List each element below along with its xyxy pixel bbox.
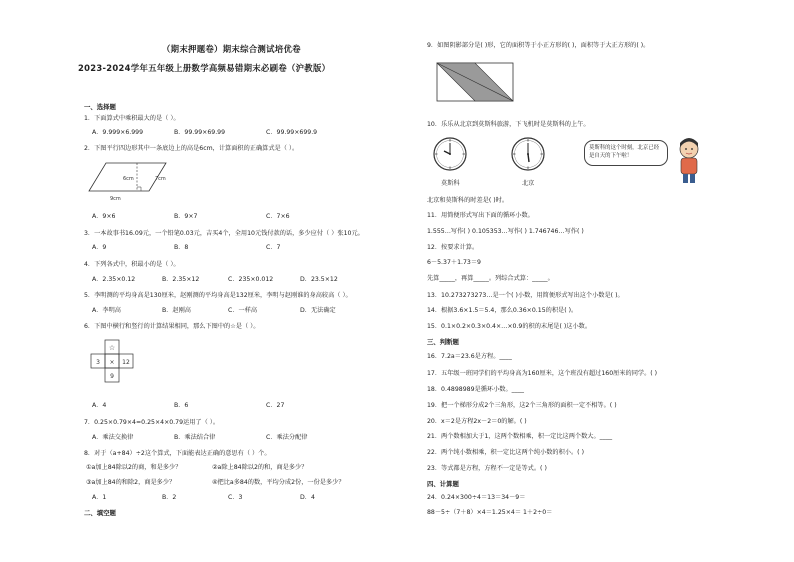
question-20: 20．x＝2是方程2x－2＝0的解。( ) — [427, 418, 527, 425]
question-10: 10．乐乐从北京到莫斯科旅游，下飞机时是莫斯科的上午。 — [427, 121, 590, 128]
q2-option-c: C．7×6 — [266, 213, 290, 220]
speech-bubble — [584, 140, 668, 166]
q5-option-c: C．一样高 — [228, 307, 258, 314]
question-16: 16．7.2a＝23.6是方程。____ — [427, 353, 512, 360]
question-6: 6．下图中横行和竖行的计算结果相同，那么下图中的☆是（ ）。 — [84, 323, 260, 330]
question-19: 19．把一个梯形分成2个三角形，这2个三角形的面积一定不相等。( ) — [427, 402, 617, 409]
grid-star: ☆ — [108, 344, 116, 352]
question-1: 1．下面算式中乘积最大的是（ ）。 — [84, 115, 180, 122]
question-12: 12．按要求计算。 — [427, 244, 479, 251]
q8-option-a: A．1 — [92, 494, 107, 501]
q8-statement-3: ③a加上84的和除2，商是多少？ — [86, 479, 176, 486]
question-8: 8．对于（a+84）÷2这个算式，下面能表达正确的意思有（ ）个。 — [84, 450, 271, 457]
q4-option-b: B．2.35×12 — [162, 276, 200, 283]
question-22: 22．两个纯小数相乘，积一定比这两个纯小数的积小。( ) — [427, 449, 584, 456]
q1-option-c: C．99.99×699.9 — [266, 129, 318, 136]
beijing-clock-icon — [510, 136, 546, 180]
question-7: 7．0.25×0.79×4=0.25×4×0.79运用了（ ）。 — [84, 419, 220, 426]
question-12-steps: 先算_____，再算_____。列综合式算：_____。 — [427, 275, 554, 282]
beijing-clock-label: 北京 — [522, 180, 535, 187]
title-line-2: 2023-2024学年五年级上册数学高频易错期末必刷卷（沪教版） — [78, 63, 331, 73]
question-12-expression: 6－5.37＋1.73＝9 — [427, 259, 481, 266]
q2-option-a: A．9×6 — [92, 213, 116, 220]
grid-operator: × — [109, 359, 115, 366]
q7-option-a: A．乘法交换律 — [92, 434, 134, 441]
child-character-icon — [672, 136, 706, 186]
q6-option-a: A．4 — [92, 402, 107, 409]
q8-option-d: D．4 — [300, 494, 315, 501]
moscow-clock-label: 莫斯科 — [441, 180, 460, 187]
q8-option-b: B．2 — [162, 494, 177, 501]
question-9: 9．如图阴影部分是( )形，它的面积等于小正方形的( )，面积等于大正方形的( )。 — [427, 42, 650, 49]
question-13: 13．10.273273273…是一个( )小数，用简便形式写出这个小数是( )。 — [427, 292, 624, 299]
section-heading-judge: 三、判断题 — [427, 338, 459, 346]
q6-option-b: B．6 — [174, 402, 189, 409]
question-5: 5．李明测的平均身高是130厘米，赵刚测的平均身高是132厘米，李明与赵刚谁的身高较高（ ）。 — [84, 292, 352, 299]
q2-option-b: B．9×7 — [174, 213, 198, 220]
q7-option-b: B．乘法结合律 — [174, 434, 216, 441]
section-heading-calc: 四、计算题 — [427, 480, 459, 488]
question-10-blank: 北京和莫斯科的时差是( )时。 — [427, 197, 509, 204]
question-23: 23．等式都是方程，方程不一定是等式。( ) — [427, 465, 547, 472]
moscow-clock-icon — [432, 136, 468, 180]
q5-option-d: D．无法确定 — [300, 307, 336, 314]
grid-left: 3 — [96, 359, 100, 366]
shaded-squares-figure — [436, 62, 516, 104]
parallelogram-base-label: 9cm — [110, 196, 121, 202]
question-3: 3．一本故事书16.09元，一个铅笔0.03元，吉买4个，全用10元钱付款的话，多少应付（ ）张10元。 — [84, 230, 364, 237]
parallelogram-height-label: 6cm — [123, 176, 134, 182]
q3-option-b: B．8 — [174, 244, 189, 251]
parallelogram-side-label: 7cm — [155, 176, 166, 182]
cross-grid-figure — [90, 339, 136, 389]
question-21: 21．两个数相加大于1，这两个数相乘，积一定比这两个数大。____ — [427, 433, 613, 440]
grid-bottom: 9 — [110, 373, 114, 380]
title-line-1: （期末押题卷）期末综合测试培优卷 — [162, 44, 301, 54]
q8-statement-4: ④把比a多84的数，平均分成2份，一份是多少？ — [212, 479, 345, 486]
q8-option-c: C．3 — [228, 494, 243, 501]
q4-option-a: A．2.35×0.12 — [92, 276, 136, 283]
grid-right: 12 — [122, 359, 130, 366]
q7-option-c: C．乘法分配律 — [266, 434, 308, 441]
parallelogram-figure — [84, 158, 174, 204]
question-24: 24．0.24×300÷4＝13＝34－9＝ — [427, 494, 526, 501]
question-17: 17．五年级一班同学们的平均身高为160厘米，这个班没有超过160厘米的同学。( ) — [427, 370, 658, 377]
question-4: 4．下列各式中，积最小的是（ ）。 — [84, 261, 180, 268]
question-15: 15．0.1×0.2×0.3×0.4×…×0.9的积的末尾是( )这小数。 — [427, 323, 592, 330]
q4-option-c: C．235×0.012 — [228, 276, 274, 283]
q1-option-a: A．9.999×6.999 — [92, 129, 144, 136]
section-heading-fill: 二、填空题 — [84, 509, 116, 517]
section-heading-choice: 一、选择题 — [84, 103, 116, 111]
q3-option-a: A．9 — [92, 244, 107, 251]
question-11: 11．用简便形式写出下面的循环小数。 — [427, 212, 534, 219]
question-2: 2．下图平行四边形其中一条底边上的高是6cm，计算面积的正确算式是（ ）。 — [84, 145, 299, 152]
q5-option-b: B．赵刚高 — [162, 307, 191, 314]
question-18: 18．0.4898989是循环小数。____ — [427, 386, 525, 393]
q8-statement-2: ②a除上84除以2的和，商是多少？ — [212, 464, 308, 471]
question-14: 14．根据3.6×1.5＝5.4，那么0.36×0.15的积是( )。 — [427, 307, 578, 314]
question-11-parts: 1.555…写作( ) 0.105353…写作( ) 1.746746…写作( ) — [427, 228, 584, 235]
q4-option-d: D．23.5×12 — [300, 276, 338, 283]
q3-option-c: C．7 — [266, 244, 281, 251]
q1-option-b: B．99.99×69.99 — [174, 129, 226, 136]
q8-statement-1: ①a加上84除以2的商，和是多少？ — [86, 464, 182, 471]
q6-option-c: C．27 — [266, 402, 285, 409]
speech-bubble-text: 莫斯科的这个时刻，北京已经是自天的下午啦！ — [589, 145, 660, 159]
q5-option-a: A．李明高 — [92, 307, 121, 314]
question-24-more: 88－5÷（7＋8）×4＝1.25×4＝ 1＋2÷0＝ — [427, 509, 553, 516]
